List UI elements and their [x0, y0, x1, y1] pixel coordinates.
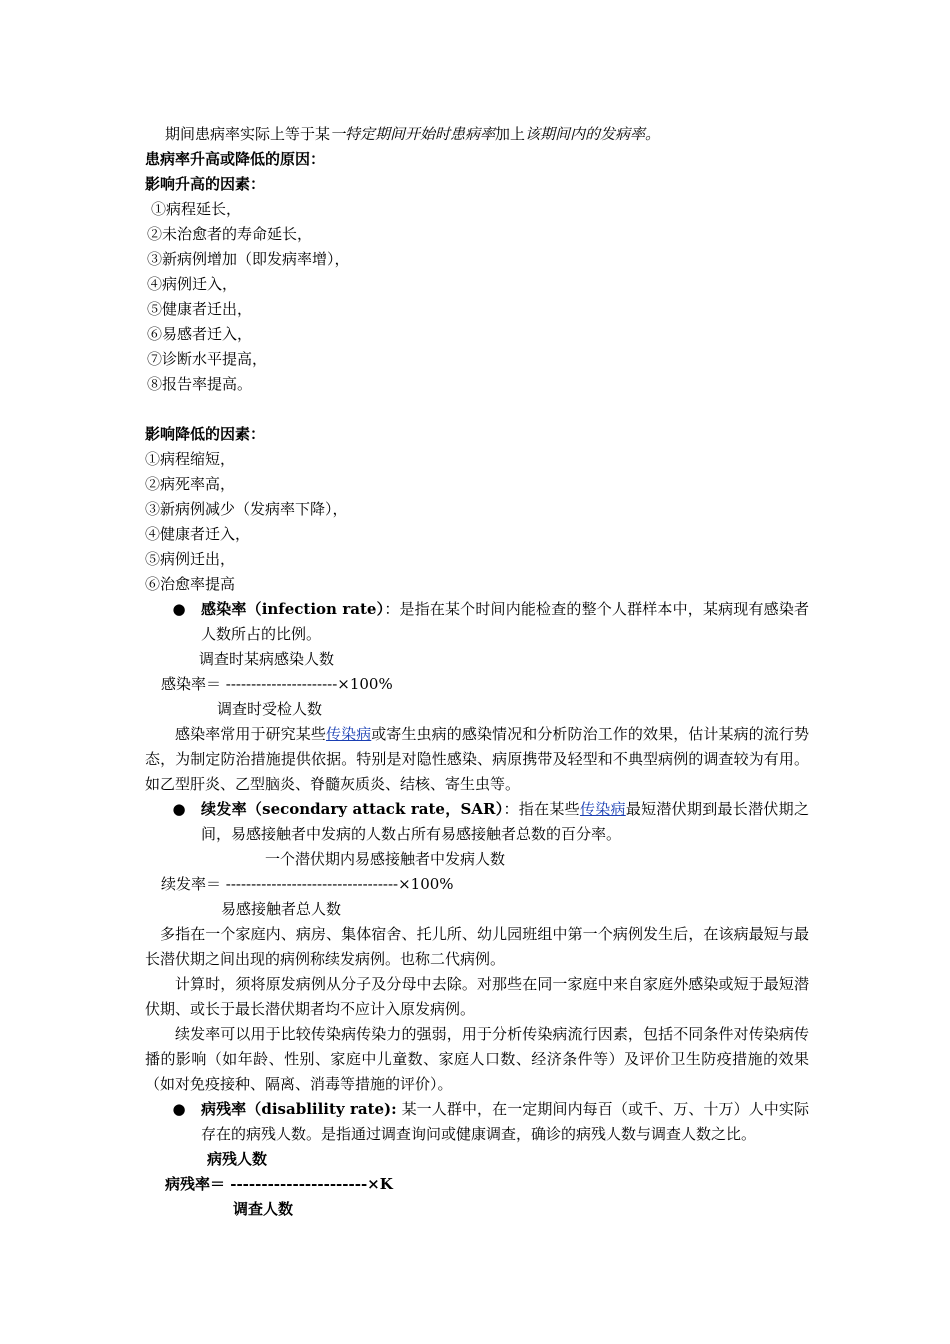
disability-rate-text: 某一人群中，在一定期间内每百（或千、万、十万）人中实际存在的病残人数。是指通过调查询问或健康调查，确诊的病残人数与调查人数之比。 — [201, 1100, 809, 1143]
sar-text: ：指在某些 — [503, 800, 580, 818]
disability-formula-denominator: 调查人数 — [233, 1200, 294, 1218]
increase-item: ①病程延长， — [151, 200, 242, 218]
infectious-disease-link[interactable]: 传染病 — [579, 800, 626, 818]
bullet-icon: ● — [172, 800, 186, 818]
decrease-item: ①病程缩短， — [145, 450, 236, 468]
sar-formula: 续发率＝ ----------------------------------×100% — [161, 875, 454, 893]
increase-item: ⑤健康者迁出， — [147, 300, 253, 318]
increase-item: ⑧报告率提高。 — [147, 375, 253, 393]
increase-item: ⑥易感者迁入， — [147, 325, 253, 343]
sar-formula-numerator: 一个潜伏期内易感接触者中发病人数 — [265, 850, 506, 868]
infection-rate-definition — [145, 597, 809, 647]
intro-paragraph — [145, 122, 809, 147]
infection-usage-text-2: 或寄生虫病的感染情况和分析防治工作的效果，估计某病的流行势态，为制定防治措施提供依据。特别是对隐性感染、病原携带及轻型和不典型病例的调查较为有用。如乙型肝炎、乙型脑炎、脊髓灰质炎、结核、寄生虫等。 — [145, 725, 809, 793]
disability-formula-numerator: 病残人数 — [207, 1150, 268, 1168]
decrease-item: ⑥治愈率提高 — [145, 575, 236, 593]
decrease-item: ⑤病例迁出， — [145, 550, 236, 568]
infection-rate-text: ：是指在某个时间内能检查的整个人群样本中，某病现有感染者人数所占的比例。 — [201, 600, 809, 643]
infection-formula-denominator: 调查时受检人数 — [217, 700, 323, 718]
increase-item: ④病例迁入， — [147, 275, 238, 293]
decrease-item: ②病死率高， — [145, 475, 236, 493]
infectious-disease-link[interactable]: 传染病 — [325, 725, 372, 743]
spacer — [145, 397, 809, 422]
intro-text-3: 加上 — [495, 125, 526, 143]
sar-definition — [145, 797, 809, 847]
infection-usage-text: 感染率常用于研究某些 — [175, 725, 326, 743]
infection-formula-numerator: 调查时某病感染人数 — [199, 650, 335, 668]
disability-rate-term: 病残率（disablility rate): — [201, 1100, 397, 1118]
bullet-icon: ● — [172, 1100, 186, 1118]
infection-formula: 感染率＝ ----------------------×100% — [161, 675, 393, 693]
sar-paragraph-3: 续发率可以用于比较传染病传染力的强弱，用于分析传染病流行因素，包括不同条件对传染病传播的影响（如年龄、性别、家庭中儿童数、家庭人口数、经济条件等）及评价卫生防疫措施的效果（如对免疫接种、隔离、消毒等措施的评价）。 — [145, 1025, 809, 1093]
heading-increase: 影响升高的因素： — [145, 175, 266, 193]
sar-paragraph-1: 多指在一个家庭内、病房、集体宿舍、托儿所、幼儿园班组中第一个病例发生后，在该病最短与最长潜伏期之间出现的病例称续发病例。也称二代病例。 — [145, 925, 809, 968]
intro-text-1: 期间患病率实际上等于某 — [165, 125, 331, 143]
bullet-icon: ● — [172, 600, 186, 618]
disability-rate-definition — [145, 1097, 809, 1147]
increase-item: ⑦诊断水平提高， — [147, 350, 268, 368]
decrease-item: ④健康者迁入， — [145, 525, 251, 543]
sar-paragraph-2: 计算时，须将原发病例从分子及分母中去除。对那些在同一家庭中来自家庭外感染或短于最短潜伏期、或长于最长潜伏期者均不应计入原发病例。 — [145, 975, 809, 1018]
infection-rate-term: 感染率（infection rate） — [201, 600, 385, 618]
sar-term: 续发率（secondary attack rate，SAR） — [201, 800, 504, 818]
decrease-item: ③新病例减少（发病率下降）， — [145, 500, 348, 518]
increase-item: ③新病例增加（即发病率增）， — [147, 250, 350, 268]
increase-item: ②未治愈者的寿命延长， — [147, 225, 313, 243]
sar-formula-denominator: 易感接触者总人数 — [221, 900, 342, 918]
intro-text-4: 该期间内的发病率。 — [525, 125, 661, 143]
disability-formula: 病残率＝ ----------------------×K — [165, 1175, 393, 1193]
document-body — [145, 122, 809, 1222]
infection-usage-paragraph — [145, 722, 809, 797]
intro-text-2: 一特定期间开始时患病率 — [330, 125, 496, 143]
heading-reasons: 患病率升高或降低的原因： — [145, 150, 326, 168]
sar-text-2: 最短潜伏期到最长潜伏期之间，易感接触者中发病的人数占所有易感接触者总数的百分率。 — [201, 800, 809, 843]
heading-decrease: 影响降低的因素： — [145, 425, 266, 443]
